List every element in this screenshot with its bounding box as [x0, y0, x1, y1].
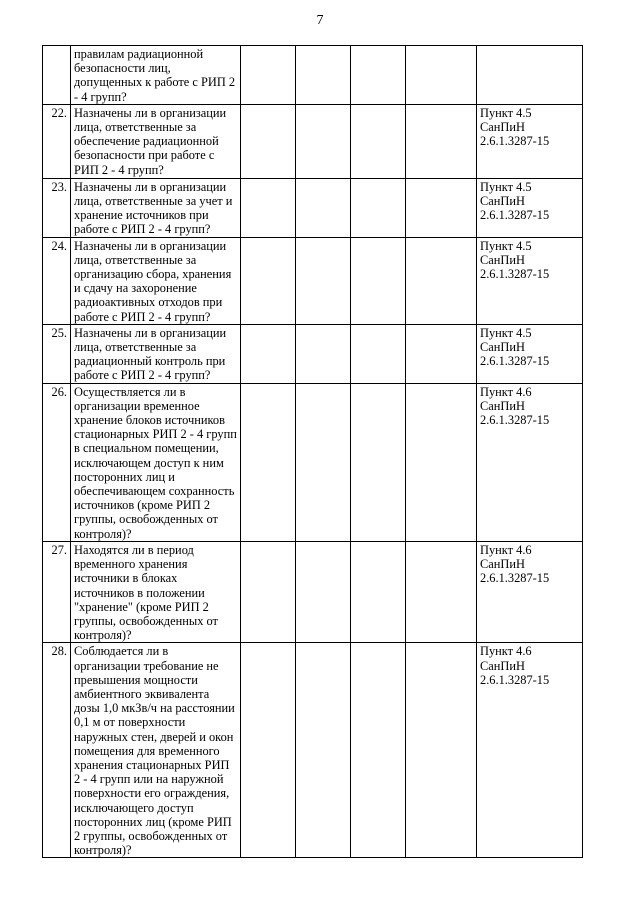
reference-line: Пункт 4.5 СанПиН — [480, 238, 532, 267]
reference-line: 2.6.1.3287-15 — [480, 354, 550, 369]
note-cell[interactable] — [406, 237, 477, 324]
reference-line: Пункт 4.6 СанПиН — [480, 644, 532, 673]
reference-line: 2.6.1.3287-15 — [480, 208, 550, 223]
question-text: правилам радиационной безопасности лиц, допущенных к работе с РИП 2 - 4 групп? — [71, 46, 241, 105]
answer-cell-yes[interactable] — [241, 178, 296, 237]
answer-cell-yes[interactable] — [241, 383, 296, 541]
answer-cell-na[interactable] — [351, 178, 406, 237]
answer-cell-yes[interactable] — [241, 324, 296, 383]
table-row — [43, 383, 583, 541]
reference-line: 2.6.1.3287-15 — [480, 571, 550, 586]
page-number: 7 — [316, 13, 324, 28]
row-number: 23. — [43, 178, 71, 237]
row-number: 24. — [43, 237, 71, 324]
question-text: Назначены ли в организации лица, ответственные за организацию сбора, хранения и сдачу на захоронение радиоактивных отходов при работе с РИП 2 - 4 групп? — [71, 237, 241, 324]
reference-line: Пункт 4.5 СанПиН — [480, 179, 532, 209]
requirement-reference — [477, 324, 583, 383]
requirement-reference — [477, 237, 583, 324]
answer-cell-na[interactable] — [351, 104, 406, 178]
row-number: 25. — [43, 324, 71, 383]
requirement-reference — [477, 383, 583, 541]
row-number: 28. — [43, 643, 71, 858]
row-number — [43, 46, 71, 105]
table-row — [43, 643, 583, 858]
requirement-reference — [477, 541, 583, 642]
answer-cell-no[interactable] — [296, 178, 351, 237]
requirement-reference — [477, 104, 583, 178]
table-row — [43, 104, 583, 178]
answer-cell-no[interactable] — [296, 237, 351, 324]
row-number: 27. — [43, 541, 71, 642]
answer-cell-no[interactable] — [296, 104, 351, 178]
answer-cell-na[interactable] — [351, 237, 406, 324]
question-text: Назначены ли в организации лица, ответственные за радиационный контроль при работе с РИП 2 - 4 групп? — [71, 324, 241, 383]
answer-cell-no[interactable] — [296, 541, 351, 642]
note-cell[interactable] — [406, 541, 477, 642]
note-cell[interactable] — [406, 104, 477, 178]
table-row — [43, 178, 583, 237]
note-cell[interactable] — [406, 643, 477, 858]
answer-cell-na[interactable] — [351, 541, 406, 642]
answer-cell-no[interactable] — [296, 46, 351, 105]
answer-cell-no[interactable] — [296, 324, 351, 383]
answer-cell-yes[interactable] — [241, 541, 296, 642]
answer-cell-na[interactable] — [351, 46, 406, 105]
reference-line: Пункт 4.5 СанПиН — [480, 325, 532, 355]
answer-cell-na[interactable] — [351, 324, 406, 383]
checklist-table — [42, 45, 583, 858]
note-cell[interactable] — [406, 383, 477, 541]
reference-line: 2.6.1.3287-15 — [480, 672, 550, 687]
reference-line: Пункт 4.6 СанПиН — [480, 542, 532, 572]
question-text: Назначены ли в организации лица, ответственные за учет и хранение источников при работе с РИП 2 - 4 групп? — [71, 178, 241, 237]
reference-line: 2.6.1.3287-15 — [480, 267, 550, 282]
requirement-reference — [477, 178, 583, 237]
note-cell[interactable] — [406, 178, 477, 237]
row-number: 26. — [43, 383, 71, 541]
question-text: Осуществляется ли в организации временное хранение блоков источников стационарных РИП 2 - 4 групп в специальном помещении, исключающем доступ к ним посторонних лиц и обеспечивающем сохранность источников (кроме РИП 2 группы, освобожденных от контроля)? — [71, 383, 241, 541]
table-row — [43, 324, 583, 383]
answer-cell-no[interactable] — [296, 383, 351, 541]
answer-cell-na[interactable] — [351, 643, 406, 858]
note-cell[interactable] — [406, 46, 477, 105]
question-text: Соблюдается ли в организации требование не превышения мощности амбиентного эквивалента дозы 1,0 мкЗв/ч на расстоянии 0,1 м от поверхности наружных стен, дверей и окон помещения для временного хранения стационарных РИП 2 - 4 групп или на наружной поверхности его ограждения, исключающего доступ посторонних лиц (кроме РИП 2 группы, освобожденных от контроля)? — [71, 643, 241, 858]
answer-cell-yes[interactable] — [241, 46, 296, 105]
reference-line: 2.6.1.3287-15 — [480, 134, 550, 149]
row-number: 22. — [43, 104, 71, 178]
question-text: Находятся ли в период временного хранения источники в блоках источников в положении "хранение" (кроме РИП 2 группы, освобожденных от контроля)? — [71, 541, 241, 642]
answer-cell-no[interactable] — [296, 643, 351, 858]
table-row — [43, 541, 583, 642]
reference-line: Пункт 4.6 СанПиН — [480, 384, 532, 413]
table-row — [43, 46, 583, 105]
requirement-reference — [477, 643, 583, 858]
reference-line: 2.6.1.3287-15 — [480, 413, 550, 428]
answer-cell-yes[interactable] — [241, 104, 296, 178]
answer-cell-na[interactable] — [351, 383, 406, 541]
answer-cell-yes[interactable] — [241, 643, 296, 858]
answer-cell-yes[interactable] — [241, 237, 296, 324]
requirement-reference — [477, 46, 583, 105]
reference-line: Пункт 4.5 СанПиН — [480, 105, 532, 135]
table-row — [43, 237, 583, 324]
note-cell[interactable] — [406, 324, 477, 383]
question-text: Назначены ли в организации лица, ответственные за обеспечение радиационной безопасности при работе с РИП 2 - 4 групп? — [71, 104, 241, 178]
